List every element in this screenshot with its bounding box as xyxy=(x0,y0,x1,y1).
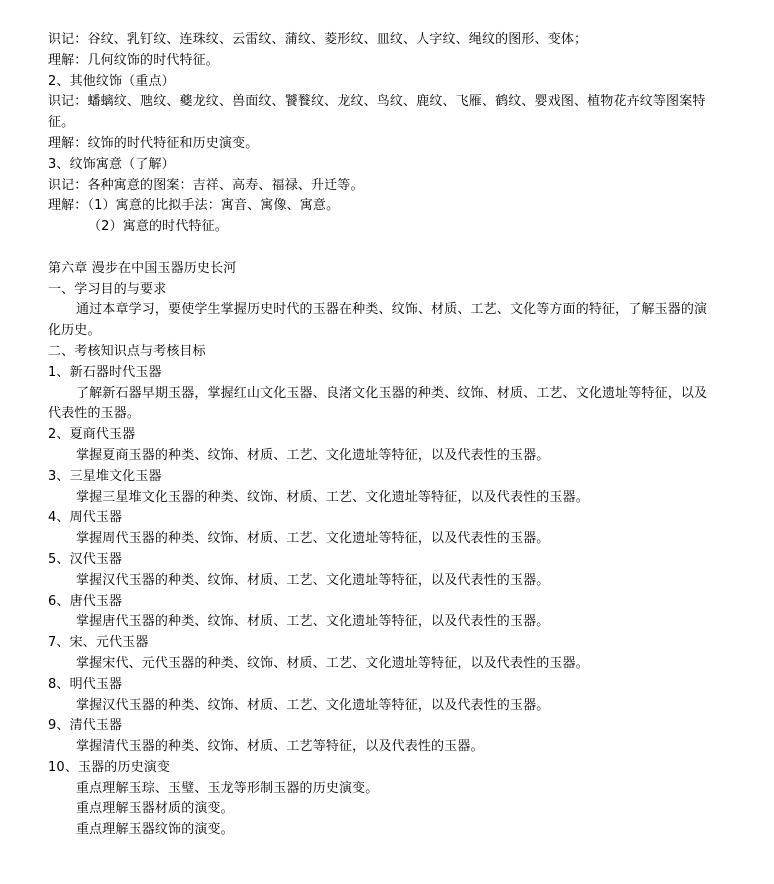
list-item-text: 掌握唐代玉器的种类、纹饰、材质、工艺、文化遗址等特征，以及代表性的玉器。 xyxy=(76,614,550,630)
chapter-title: 第六章 漫步在中国玉器历史长河 xyxy=(48,260,237,276)
text-line-memorize-other: 识记：蟠螭纹、虺纹、夔龙纹、兽面纹、饕餮纹、龙纹、鸟纹、鹿纹、飞雁、鹤纹、婴戏图、植物花卉纹等图案特 xyxy=(48,94,706,110)
text-line-understand-geometric: 理解：几何纹饰的时代特征。 xyxy=(48,52,219,68)
list-item-text: 掌握夏商玉器的种类、纹饰、材质、工艺、文化遗址等特征，以及代表性的玉器。 xyxy=(76,447,550,463)
text-line-memorize-meaning: 识记：各种寓意的图案：吉祥、高寿、福禄、升迁等。 xyxy=(48,177,364,193)
subheading-pattern-meaning: 3、纹饰寓意（了解） xyxy=(48,156,175,172)
list-item-heading: 6、唐代玉器 xyxy=(48,593,123,609)
paragraph-goals-line1: 通过本章学习，要使学生掌握历史时代的玉器在种类、纹饰、材质、工艺、文化等方面的特征，了解玉器的演 xyxy=(76,302,708,318)
list-item-heading: 1、新石器时代玉器 xyxy=(48,364,162,380)
list-item-heading: 8、明代玉器 xyxy=(48,676,123,692)
section-heading-assessment: 二、考核知识点与考核目标 xyxy=(48,343,206,359)
list-item-heading: 4、周代玉器 xyxy=(48,510,123,526)
list-item-text: 重点理解玉器材质的演变。 xyxy=(76,801,234,817)
list-item-text: 掌握汉代玉器的种类、纹饰、材质、工艺、文化遗址等特征，以及代表性的玉器。 xyxy=(76,697,550,713)
list-item-text: 了解新石器早期玉器，掌握红山文化玉器、良渚文化玉器的种类、纹饰、材质、工艺、文化遗址等特征，以及 xyxy=(76,385,708,401)
list-item-text: 掌握清代玉器的种类、纹饰、材质、工艺等特征，以及代表性的玉器。 xyxy=(76,739,484,755)
list-item-heading: 9、清代玉器 xyxy=(48,718,123,734)
list-item-text: 代表性的玉器。 xyxy=(48,406,141,422)
text-line-understand-meaning-1: 理解：（1）寓意的比拟手法：寓音、寓像、寓意。 xyxy=(48,198,340,214)
list-item-text: 重点理解玉琮、玉璧、玉龙等形制玉器的历史演变。 xyxy=(76,780,379,796)
list-item-text: 掌握三星堆文化玉器的种类、纹饰、材质、工艺、文化遗址等特征，以及代表性的玉器。 xyxy=(76,489,589,505)
subheading-other-patterns: 2、其他纹饰（重点） xyxy=(48,73,175,89)
list-item-heading: 10、玉器的历史演变 xyxy=(48,759,171,775)
text-line-memorize-other-cont: 征。 xyxy=(48,115,75,131)
spacer xyxy=(0,238,774,259)
list-item-text: 掌握周代玉器的种类、纹饰、材质、工艺、文化遗址等特征，以及代表性的玉器。 xyxy=(76,531,550,547)
list-item-text: 掌握汉代玉器的种类、纹饰、材质、工艺、文化遗址等特征，以及代表性的玉器。 xyxy=(76,572,550,588)
section-heading-goals: 一、学习目的与要求 xyxy=(48,281,167,297)
text-line-understand-meaning-2: （2）寓意的时代特征。 xyxy=(88,219,228,235)
list-item-text: 掌握宋代、元代玉器的种类、纹饰、材质、工艺、文化遗址等特征，以及代表性的玉器。 xyxy=(76,655,589,671)
list-item-heading: 5、汉代玉器 xyxy=(48,551,123,567)
document-page xyxy=(0,30,774,841)
list-item-text: 重点理解玉器纹饰的演变。 xyxy=(76,822,234,838)
assessment-item-list xyxy=(0,363,774,841)
list-item-heading: 7、宋、元代玉器 xyxy=(48,635,149,651)
text-line-understand-other: 理解：纹饰的时代特征和历史演变。 xyxy=(48,135,259,151)
list-item-heading: 3、三星堆文化玉器 xyxy=(48,468,162,484)
text-line-memorize-geometric: 识记：谷纹、乳钉纹、连珠纹、云雷纹、蒲纹、菱形纹、皿纹、人字纹、绳纹的图形、变体； xyxy=(48,32,588,47)
list-item-heading: 2、夏商代玉器 xyxy=(48,427,136,443)
paragraph-goals-line2: 化历史。 xyxy=(48,323,101,339)
